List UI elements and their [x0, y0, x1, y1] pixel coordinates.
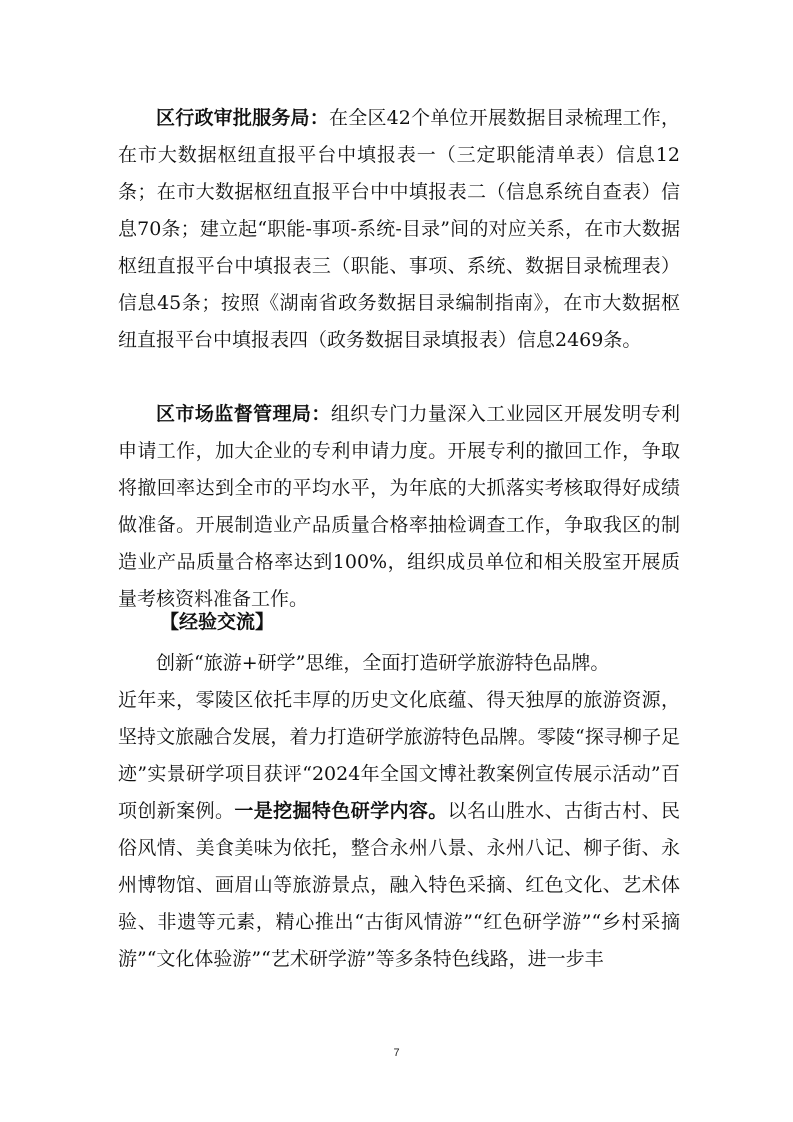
point-lead: 一是挖掘特色研学内容。 [234, 800, 448, 822]
paragraph-body: 组织专门力量深入工业园区开展发明专利申请工作，加大企业的专利申请力度。开展专利的撤回工作，争取将撤回率达到全市的平均水平，为年底的大抓落实考核取得好成绩做准备。开展制造业产品质量合格率抽检调查工作，争取我区的制造业产品质量合格率达到100%，组织成员单位和相关股室开展质量考核资料准备工作。 [118, 403, 680, 610]
paragraph-market-supervision [118, 396, 680, 618]
paragraph-body: 在全区42个单位开展数据目录梳理工作，在市大数据枢纽直报平台中填报表一（三定职能清单表）信息12条；在市大数据枢纽直报平台中中填报表二（信息系统自查表）信息70条；建立起“职能-事项-系统-目录”间的对应关系，在市大数据枢纽直报平台中填报表三（职能、事项、系统、数据目录梳理表）信息45条；按照《湖南省政务数据目录编制指南》，在市大数据枢纽直报平台中填报表四（政务数据目录填报表）信息2469条。 [118, 107, 680, 351]
paragraph-lead: 区市场监督管理局： [156, 403, 331, 425]
paragraph-lead: 区行政审批服务局： [156, 107, 330, 129]
paragraph-admin-approval [118, 100, 680, 359]
paragraph-experience-title: 创新“旅游+研学”思维，全面打造研学旅游特色品牌。 [156, 652, 610, 674]
paragraph-intro: 近年来，零陵区依托丰厚的历史文化底蕴、得天独厚的旅游资源，坚持文旅融合发展，着力打造研学旅游特色品牌。零陵“探寻柳子足迹”实景研学项目获评“2024年全国文博社教案例宣传展示活动”百项创新案例。 [118, 689, 680, 822]
page-number: 7 [393, 1047, 400, 1059]
section-heading: 【经验交流】 [160, 611, 275, 633]
paragraph-experience [118, 682, 680, 978]
point-body: 以名山胜水、古街古村、民俗风情、美食美味为依托，整合永州八景、永州八记、柳子街、永州博物馆、画眉山等旅游景点，融入特色采摘、红色文化、艺术体验、非遗等元素，精心推出“古街风情游”“红色研学游”“乡村采摘游”“文化体验游”“艺术研学游”等多条特色线路，进一步丰 [118, 800, 680, 970]
